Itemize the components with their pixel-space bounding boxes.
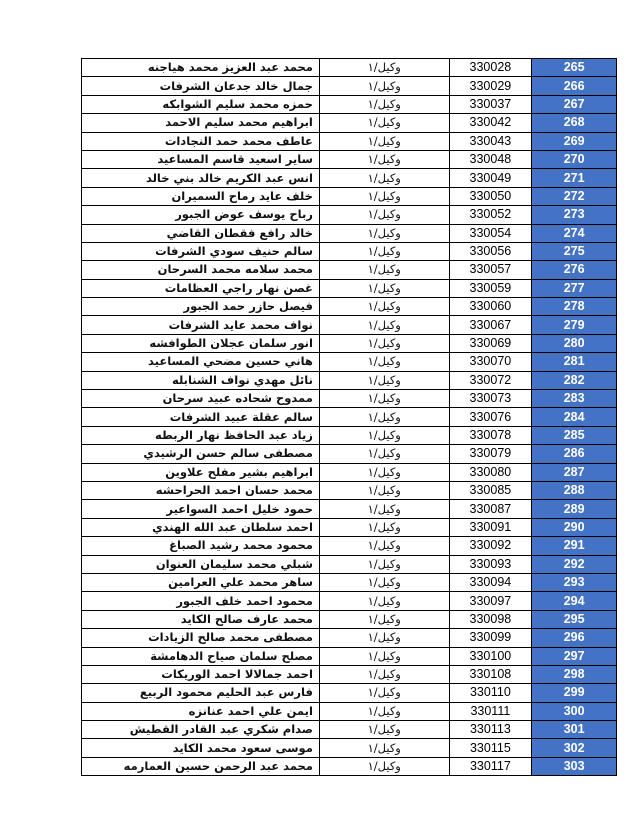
serial-number-cell: 267 [532, 95, 617, 113]
table-row [82, 463, 617, 481]
table-row [82, 592, 617, 610]
id-cell: 330067 [449, 316, 532, 334]
id-cell: 330115 [449, 739, 532, 757]
rank-cell: وكيل/١ [319, 555, 449, 573]
rank-cell: وكيل/١ [319, 500, 449, 518]
table-row [82, 334, 617, 352]
rank-cell: وكيل/١ [319, 757, 449, 775]
table-row [82, 518, 617, 536]
id-cell: 330052 [449, 206, 532, 224]
name-cell: رباح يوسف عوض الجبور [82, 206, 320, 224]
name-cell: محمد حسان احمد الحراحشه [82, 481, 320, 499]
serial-number-cell: 275 [532, 242, 617, 260]
rank-cell: وكيل/١ [319, 187, 449, 205]
serial-number-cell: 284 [532, 408, 617, 426]
id-cell: 330076 [449, 408, 532, 426]
id-cell: 330094 [449, 573, 532, 591]
serial-number-cell: 274 [532, 224, 617, 242]
serial-number-cell: 299 [532, 684, 617, 702]
name-cell: فيصل حازر حمد الجبور [82, 298, 320, 316]
serial-number-cell: 297 [532, 647, 617, 665]
id-cell: 330091 [449, 518, 532, 536]
table-row [82, 445, 617, 463]
personnel-table [81, 58, 617, 776]
table-row [82, 629, 617, 647]
table-row [82, 647, 617, 665]
id-cell: 330054 [449, 224, 532, 242]
serial-number-cell: 265 [532, 59, 617, 77]
id-cell: 330048 [449, 150, 532, 168]
rank-cell: وكيل/١ [319, 445, 449, 463]
name-cell: مصلح سلمان صياح الدهامشة [82, 647, 320, 665]
rank-cell: وكيل/١ [319, 114, 449, 132]
id-cell: 330057 [449, 261, 532, 279]
serial-number-cell: 268 [532, 114, 617, 132]
serial-number-cell: 266 [532, 77, 617, 95]
serial-number-cell: 271 [532, 169, 617, 187]
id-cell: 330056 [449, 242, 532, 260]
id-cell: 330098 [449, 610, 532, 628]
rank-cell: وكيل/١ [319, 629, 449, 647]
id-cell: 330050 [449, 187, 532, 205]
serial-number-cell: 295 [532, 610, 617, 628]
table-row [82, 224, 617, 242]
rank-cell: وكيل/١ [319, 353, 449, 371]
rank-cell: وكيل/١ [319, 463, 449, 481]
name-cell: ابراهيم بشير مفلح علاوين [82, 463, 320, 481]
rank-cell: وكيل/١ [319, 371, 449, 389]
serial-number-cell: 285 [532, 426, 617, 444]
table-row [82, 500, 617, 518]
serial-number-cell: 288 [532, 481, 617, 499]
name-cell: محمود محمد رشيد الصباغ [82, 537, 320, 555]
table-row [82, 537, 617, 555]
serial-number-cell: 296 [532, 629, 617, 647]
id-cell: 330043 [449, 132, 532, 150]
rank-cell: وكيل/١ [319, 721, 449, 739]
name-cell: مصطفى محمد صالح الزيادات [82, 629, 320, 647]
name-cell: انور سلمان عجلان الطوافشه [82, 334, 320, 352]
id-cell: 330028 [449, 59, 532, 77]
serial-number-cell: 280 [532, 334, 617, 352]
name-cell: زياد عبد الحافظ نهار الربطه [82, 426, 320, 444]
table-row [82, 684, 617, 702]
rank-cell: وكيل/١ [319, 481, 449, 499]
table-row [82, 279, 617, 297]
serial-number-cell: 272 [532, 187, 617, 205]
id-cell: 330059 [449, 279, 532, 297]
rank-cell: وكيل/١ [319, 59, 449, 77]
rank-cell: وكيل/١ [319, 684, 449, 702]
rank-cell: وكيل/١ [319, 390, 449, 408]
table-row [82, 59, 617, 77]
table-row [82, 721, 617, 739]
serial-number-cell: 281 [532, 353, 617, 371]
name-cell: ابراهيم محمد سليم الاحمد [82, 114, 320, 132]
rank-cell: وكيل/١ [319, 242, 449, 260]
id-cell: 330072 [449, 371, 532, 389]
id-cell: 330049 [449, 169, 532, 187]
table-row [82, 408, 617, 426]
serial-number-cell: 277 [532, 279, 617, 297]
rank-cell: وكيل/١ [319, 279, 449, 297]
id-cell: 330069 [449, 334, 532, 352]
table-row [82, 261, 617, 279]
rank-cell: وكيل/١ [319, 298, 449, 316]
serial-number-cell: 270 [532, 150, 617, 168]
table-row [82, 169, 617, 187]
table-row [82, 702, 617, 720]
name-cell: جمال خالد جدعان الشرفات [82, 77, 320, 95]
rank-cell: وكيل/١ [319, 132, 449, 150]
id-cell: 330117 [449, 757, 532, 775]
name-cell: صدام شكري عبد القادر القطيش [82, 721, 320, 739]
id-cell: 330079 [449, 445, 532, 463]
table-row [82, 77, 617, 95]
name-cell: انس عبد الكريم خالد بني خالد [82, 169, 320, 187]
serial-number-cell: 289 [532, 500, 617, 518]
rank-cell: وكيل/١ [319, 573, 449, 591]
name-cell: عاطف محمد حمد النجادات [82, 132, 320, 150]
rank-cell: وكيل/١ [319, 316, 449, 334]
name-cell: فارس عبد الحليم محمود الربيع [82, 684, 320, 702]
table-row [82, 610, 617, 628]
id-cell: 330111 [449, 702, 532, 720]
rank-cell: وكيل/١ [319, 647, 449, 665]
id-cell: 330078 [449, 426, 532, 444]
name-cell: حمزه محمد سليم الشوابكه [82, 95, 320, 113]
rank-cell: وكيل/١ [319, 224, 449, 242]
id-cell: 330060 [449, 298, 532, 316]
serial-number-cell: 300 [532, 702, 617, 720]
rank-cell: وكيل/١ [319, 334, 449, 352]
id-cell: 330085 [449, 481, 532, 499]
name-cell: محمد سلامه محمد السرحان [82, 261, 320, 279]
name-cell: محمد عارف صالح الكايد [82, 610, 320, 628]
rank-cell: وكيل/١ [319, 206, 449, 224]
serial-number-cell: 290 [532, 518, 617, 536]
rank-cell: وكيل/١ [319, 150, 449, 168]
id-cell: 330042 [449, 114, 532, 132]
id-cell: 330037 [449, 95, 532, 113]
table-row [82, 95, 617, 113]
serial-number-cell: 294 [532, 592, 617, 610]
name-cell: سالم حنيف سودي الشرفات [82, 242, 320, 260]
table-row [82, 353, 617, 371]
table-row [82, 426, 617, 444]
serial-number-cell: 282 [532, 371, 617, 389]
rank-cell: وكيل/١ [319, 739, 449, 757]
table-row [82, 739, 617, 757]
rank-cell: وكيل/١ [319, 592, 449, 610]
serial-number-cell: 269 [532, 132, 617, 150]
id-cell: 330070 [449, 353, 532, 371]
rank-cell: وكيل/١ [319, 77, 449, 95]
rank-cell: وكيل/١ [319, 702, 449, 720]
serial-number-cell: 276 [532, 261, 617, 279]
table-row [82, 481, 617, 499]
name-cell: مصطفى سالم حسن الرشيدي [82, 445, 320, 463]
name-cell: شبلي محمد سليمان العنوان [82, 555, 320, 573]
rank-cell: وكيل/١ [319, 537, 449, 555]
table-row [82, 555, 617, 573]
rank-cell: وكيل/١ [319, 169, 449, 187]
id-cell: 330097 [449, 592, 532, 610]
rank-cell: وكيل/١ [319, 610, 449, 628]
serial-number-cell: 279 [532, 316, 617, 334]
id-cell: 330110 [449, 684, 532, 702]
rank-cell: وكيل/١ [319, 518, 449, 536]
id-cell: 330113 [449, 721, 532, 739]
table-row [82, 242, 617, 260]
id-cell: 330073 [449, 390, 532, 408]
id-cell: 330100 [449, 647, 532, 665]
id-cell: 330029 [449, 77, 532, 95]
rank-cell: وكيل/١ [319, 95, 449, 113]
table-row [82, 573, 617, 591]
serial-number-cell: 273 [532, 206, 617, 224]
serial-number-cell: 293 [532, 573, 617, 591]
name-cell: احمد سلطان عبد الله الهندي [82, 518, 320, 536]
serial-number-cell: 287 [532, 463, 617, 481]
id-cell: 330093 [449, 555, 532, 573]
serial-number-cell: 291 [532, 537, 617, 555]
name-cell: غصن نهار راجي العظامات [82, 279, 320, 297]
name-cell: محمد عبد العزيز محمد هياجنه [82, 59, 320, 77]
rank-cell: وكيل/١ [319, 261, 449, 279]
table-row [82, 150, 617, 168]
table-row [82, 132, 617, 150]
name-cell: خالد رافع فقطان القاضي [82, 224, 320, 242]
name-cell: ساهر محمد علي العرامين [82, 573, 320, 591]
table-row [82, 371, 617, 389]
name-cell: سالم عقلة عبيد الشرفات [82, 408, 320, 426]
table-row [82, 114, 617, 132]
name-cell: محمود احمد خلف الجبور [82, 592, 320, 610]
serial-number-cell: 303 [532, 757, 617, 775]
serial-number-cell: 298 [532, 665, 617, 683]
table-body [82, 59, 617, 776]
id-cell: 330080 [449, 463, 532, 481]
name-cell: نواف محمد عايد الشرفات [82, 316, 320, 334]
serial-number-cell: 278 [532, 298, 617, 316]
table-row [82, 187, 617, 205]
name-cell: نائل مهدي نواف الشنابله [82, 371, 320, 389]
table-row [82, 316, 617, 334]
table-row [82, 298, 617, 316]
rank-cell: وكيل/١ [319, 665, 449, 683]
id-cell: 330108 [449, 665, 532, 683]
name-cell: احمد جمالالا احمد الوريكات [82, 665, 320, 683]
name-cell: حمود خليل احمد السواعير [82, 500, 320, 518]
serial-number-cell: 286 [532, 445, 617, 463]
serial-number-cell: 283 [532, 390, 617, 408]
rank-cell: وكيل/١ [319, 426, 449, 444]
name-cell: ايمن علي احمد عنانزه [82, 702, 320, 720]
table-row [82, 665, 617, 683]
id-cell: 330092 [449, 537, 532, 555]
name-cell: ساير اسعيد قاسم المساعيد [82, 150, 320, 168]
name-cell: خلف عايد رماح السميران [82, 187, 320, 205]
name-cell: ممدوح شحاده عبيد سرحان [82, 390, 320, 408]
table-row [82, 757, 617, 775]
serial-number-cell: 292 [532, 555, 617, 573]
serial-number-cell: 302 [532, 739, 617, 757]
rank-cell: وكيل/١ [319, 408, 449, 426]
name-cell: محمد عبد الرحمن حسين العمارمه [82, 757, 320, 775]
id-cell: 330087 [449, 500, 532, 518]
name-cell: موسى سعود محمد الكايد [82, 739, 320, 757]
table-row [82, 390, 617, 408]
id-cell: 330099 [449, 629, 532, 647]
name-cell: هاني حسين مضحي المساعيد [82, 353, 320, 371]
serial-number-cell: 301 [532, 721, 617, 739]
table-row [82, 206, 617, 224]
